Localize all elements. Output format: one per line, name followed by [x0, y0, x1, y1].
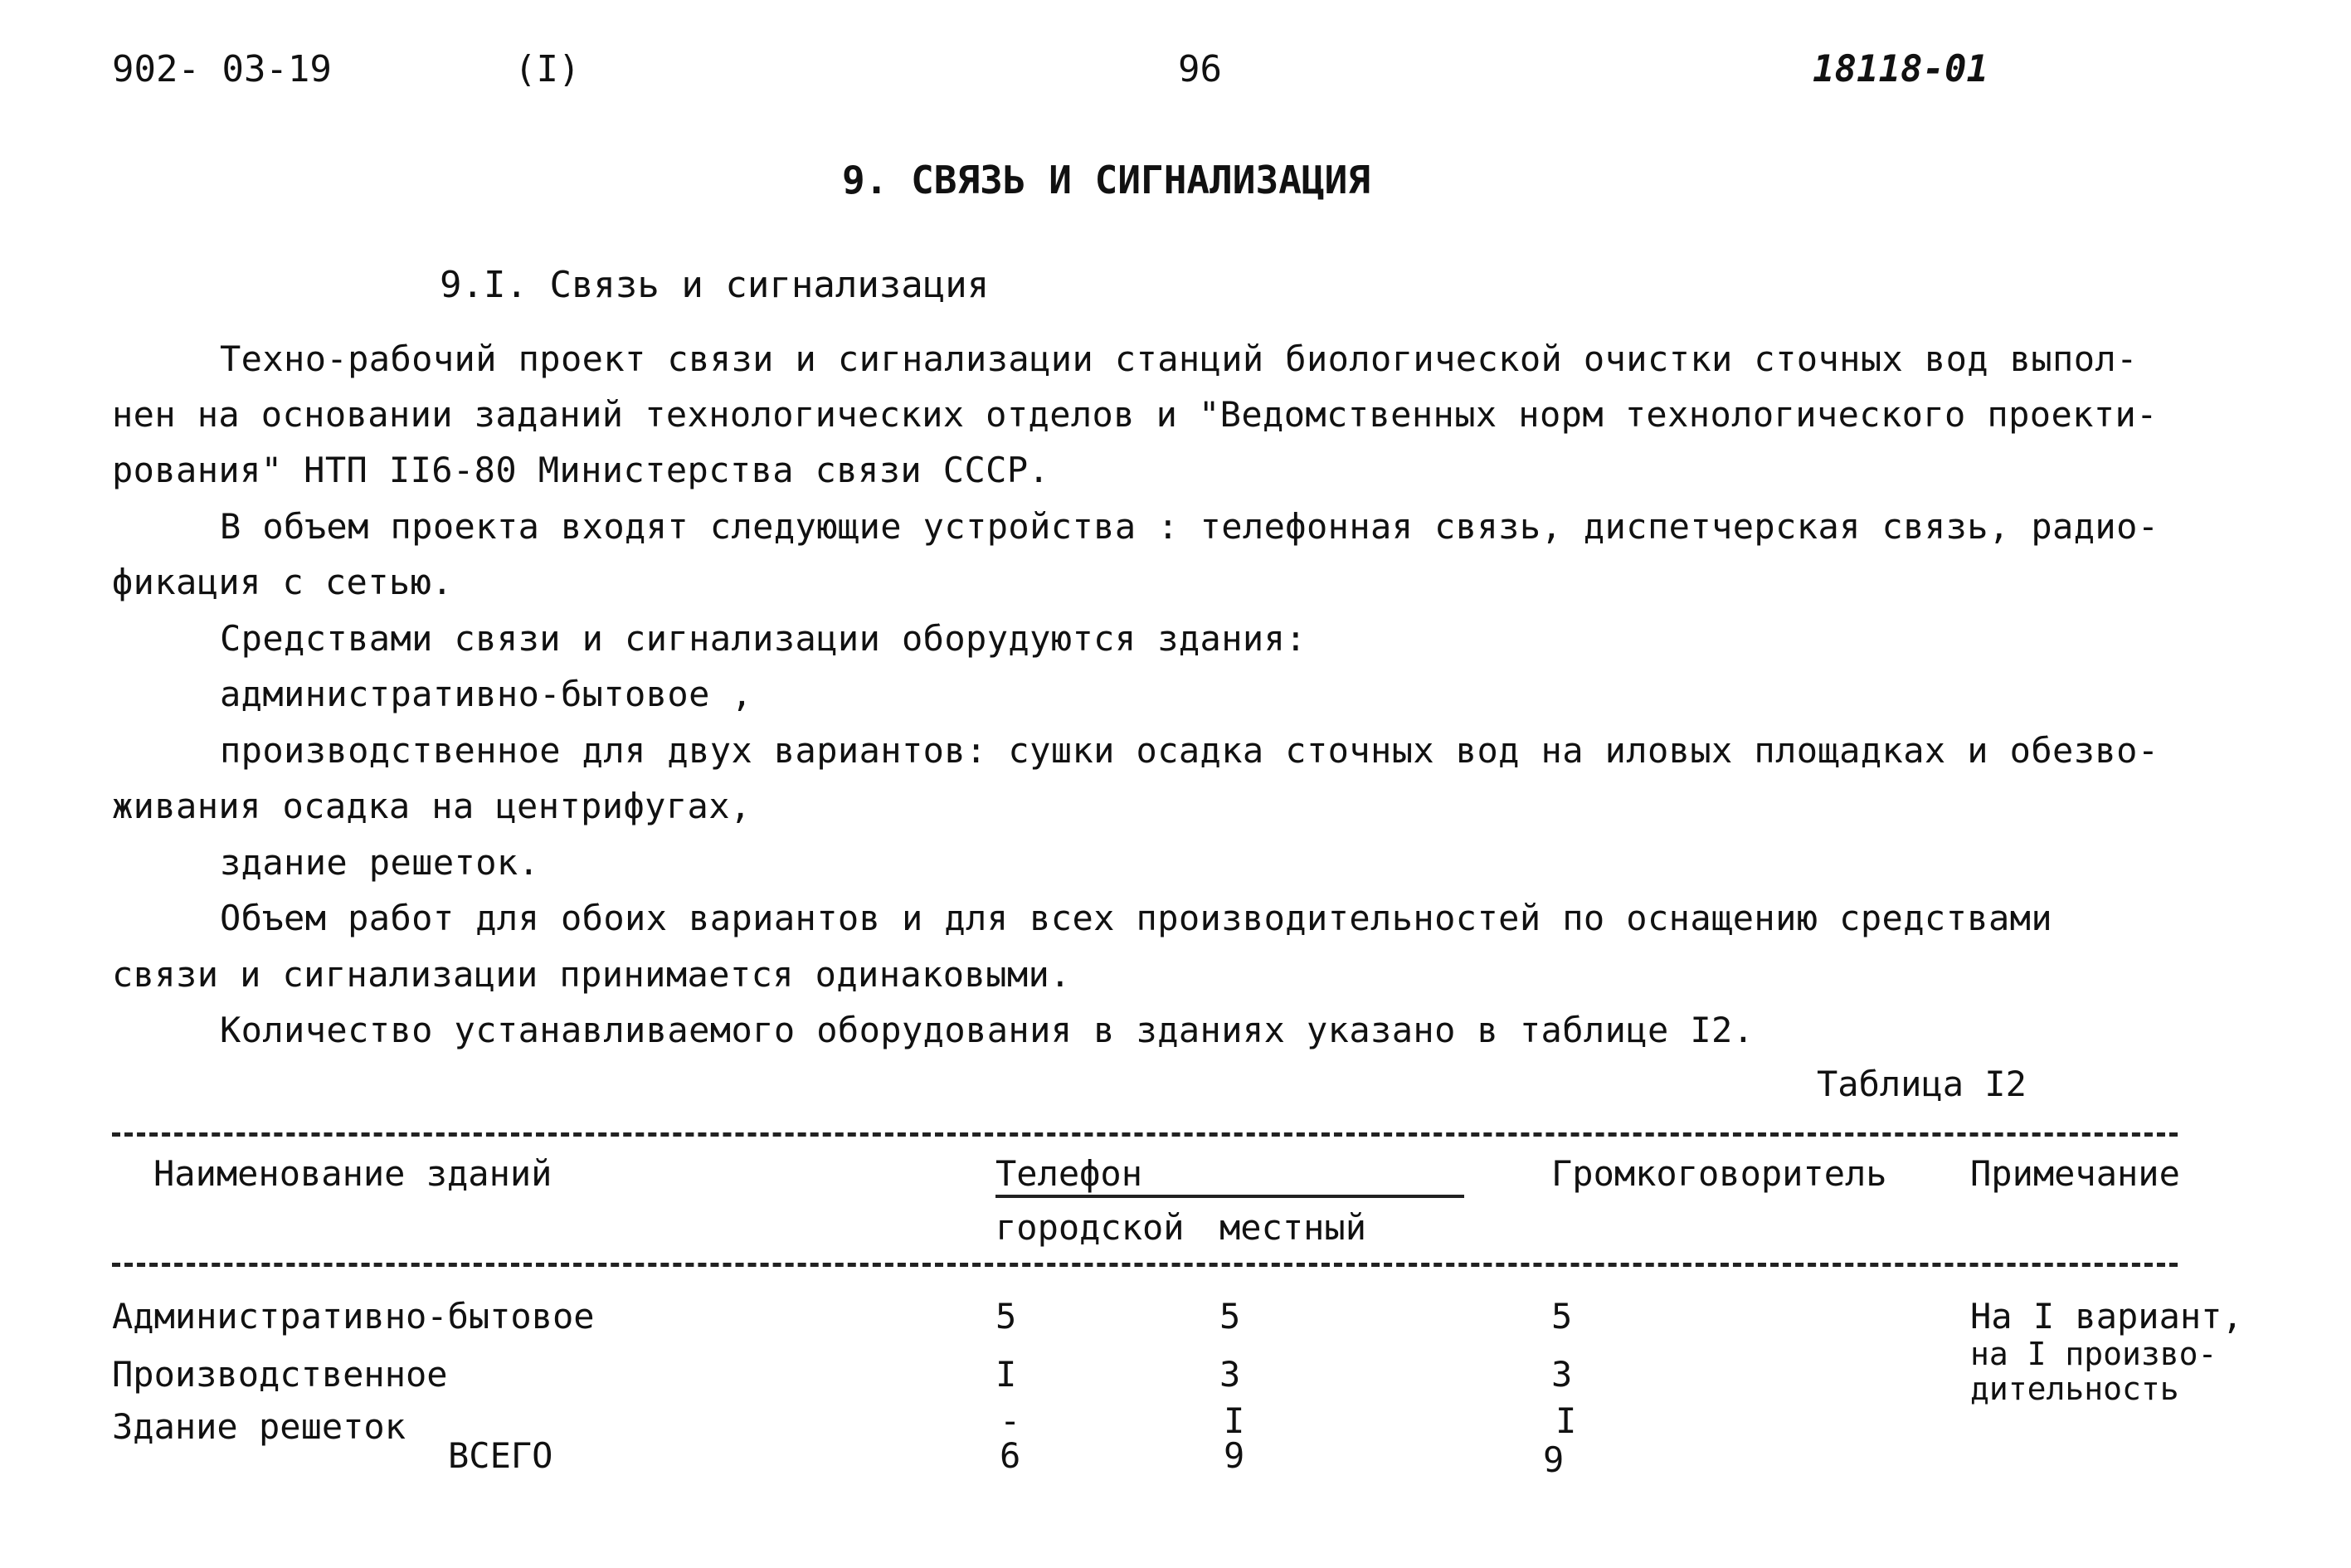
- row-1-speaker: 5: [1551, 1296, 1573, 1337]
- subsection-title: 9.I. Связь и сигнализация: [440, 264, 990, 306]
- body-line-6: Средствами связи и сигнализации оборудуются здания:: [220, 618, 1307, 659]
- phone-header-underline: [995, 1195, 1464, 1198]
- table-caption: Таблица I2: [1817, 1064, 2027, 1104]
- total-speaker: 9: [1543, 1439, 1565, 1480]
- handwritten-id: 18118-01: [1813, 48, 1988, 90]
- part-number: (I): [514, 48, 581, 90]
- body-line-3: рования" НТП II6-80 Министерства связи СССР.: [112, 450, 1050, 490]
- row-2-name: Производственное: [112, 1354, 448, 1395]
- body-line-2: нен на основании заданий технологических отделов и "Ведомственных норм технологического проекти-: [112, 394, 2158, 435]
- table-header-rule: [112, 1263, 2178, 1267]
- header-note: Примечание: [1970, 1153, 2180, 1194]
- total-local: 9: [1224, 1435, 1245, 1476]
- header-phone: Телефон: [995, 1153, 1143, 1194]
- body-line-5: фикация с сетью.: [112, 562, 453, 602]
- table-top-rule: [112, 1132, 2178, 1137]
- note-line-2: на I произво-: [1970, 1336, 2217, 1372]
- row-1-local: 5: [1219, 1296, 1241, 1337]
- header-building-name: Наименование зданий: [153, 1153, 552, 1194]
- body-line-13: Количество устанавливаемого оборудования в зданиях указано в таблице I2.: [220, 1010, 1755, 1050]
- body-line-7: административно-бытовое ,: [220, 674, 753, 714]
- note-line-1: На I вариант,: [1970, 1296, 2243, 1337]
- row-1-name: Административно-бытовое: [112, 1296, 595, 1337]
- section-title: 9. СВЯЗЬ И СИГНАЛИЗАЦИЯ: [842, 158, 1370, 202]
- body-line-4: В объем проекта входят следующие устройства : телефонная связь, диспетчерская связь, радио-: [220, 506, 2159, 547]
- body-line-8: производственное для двух вариантов: сушки осадка сточных вод на иловых площадках и обезво-: [220, 730, 2159, 771]
- body-line-12: связи и сигнализации принимается одинаковыми.: [112, 954, 1071, 995]
- total-label: ВСЕГО: [448, 1435, 553, 1476]
- note-line-3: дительность: [1970, 1371, 2179, 1407]
- row-3-name: Здание решеток: [112, 1406, 406, 1447]
- body-line-11: Объем работ для обоих вариантов и для всех производительностей по оснащению средствами: [220, 898, 2053, 938]
- header-phone-local: местный: [1219, 1207, 1367, 1248]
- page-number: 96: [1178, 48, 1222, 90]
- body-line-9: живания осадка на центрифугах,: [112, 786, 752, 826]
- body-line-10: здание решеток.: [220, 842, 540, 883]
- row-2-city: I: [995, 1354, 1017, 1395]
- row-2-speaker: 3: [1551, 1354, 1573, 1395]
- row-3-speaker: I: [1555, 1400, 1577, 1441]
- row-2-local: 3: [1219, 1354, 1241, 1395]
- row-3-city: -: [1000, 1400, 1021, 1441]
- row-3-local: I: [1224, 1400, 1245, 1441]
- header-speaker: Громкоговоритель: [1551, 1153, 1887, 1194]
- body-line-1: Техно-рабочий проект связи и сигнализации станций биологической очистки сточных вод выпол-: [220, 338, 2138, 379]
- document-code: 902- 03-19: [112, 48, 332, 90]
- row-1-city: 5: [995, 1296, 1017, 1337]
- header-phone-city: городской: [995, 1207, 1185, 1248]
- total-city: 6: [1000, 1435, 1021, 1476]
